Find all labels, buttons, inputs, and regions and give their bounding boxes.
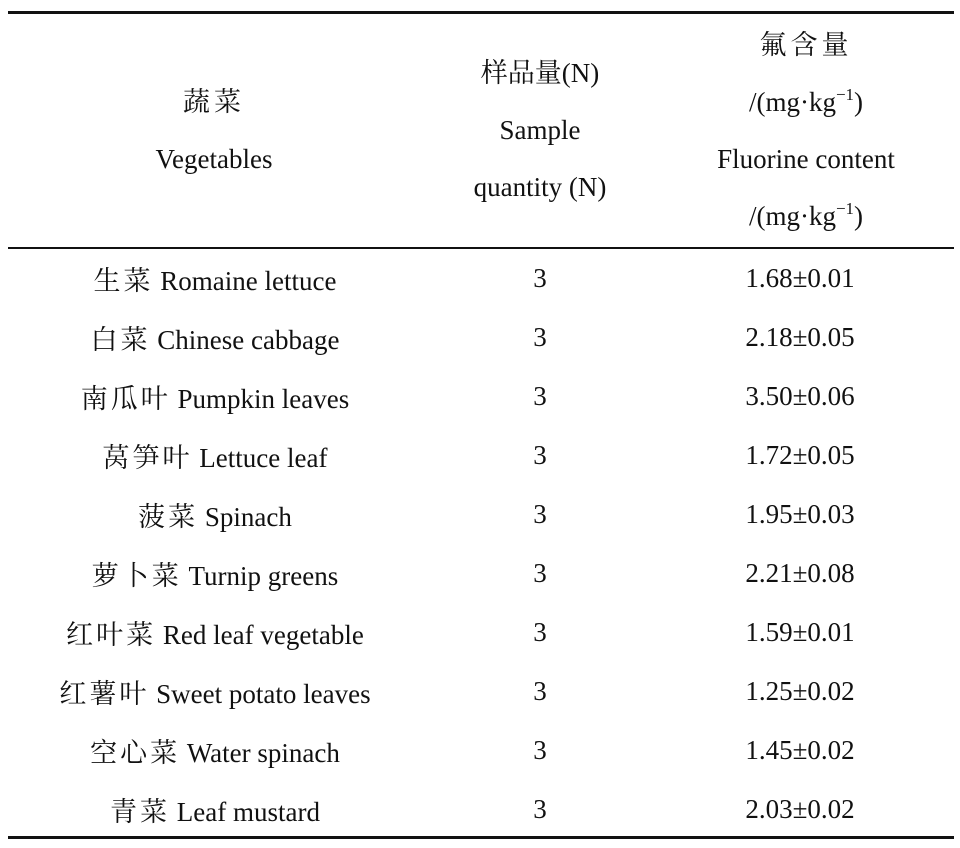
table-row	[0, 721, 960, 780]
table-row	[0, 603, 960, 662]
vegetable-name: 白菜 Chinese cabbage	[90, 325, 340, 356]
header-fluorine-en: Fluorine content	[717, 143, 895, 174]
fluorine-value: 2.21±0.08	[745, 558, 855, 588]
sample-quantity: 3	[533, 322, 547, 352]
fluorine-value: 1.59±0.01	[745, 617, 855, 647]
vegetable-name: 南瓜叶 Pumpkin leaves	[80, 384, 350, 415]
sample-quantity: 3	[533, 558, 547, 588]
fluorine-value: 2.03±0.02	[745, 794, 855, 824]
header-fluorine-unit-cn: $/(mg\cdot kg^{-1})$	[748, 84, 864, 117]
sample-quantity: 3	[533, 440, 547, 470]
vegetable-name: 空心菜 Water spinach	[90, 738, 340, 769]
header-sample-quantity-cn: 样品量(N)	[480, 58, 600, 88]
sample-quantity: 3	[533, 263, 547, 293]
header-vegetables	[24, 14, 404, 247]
table-body	[0, 249, 960, 839]
sample-quantity: 3	[533, 794, 547, 824]
sample-quantity: 3	[533, 499, 547, 529]
vegetable-name: 青菜 Leaf mustard	[110, 797, 320, 828]
header-fluorine-cn: 氟含量	[759, 29, 853, 61]
fluorine-value: 1.45±0.02	[745, 735, 855, 765]
fluorine-value: 3.50±0.06	[745, 381, 855, 411]
table-row	[0, 662, 960, 721]
fluorine-value: 1.25±0.02	[745, 676, 855, 706]
header-sample-quantity-en-1: Sample	[499, 115, 581, 145]
vegetable-name: 红薯叶 Sweet potato leaves	[59, 679, 371, 710]
header-sample-quantity-en-2: quantity (N)	[473, 172, 607, 202]
fluorine-value: 1.68±0.01	[745, 263, 855, 293]
table-row	[0, 249, 960, 308]
table-header	[0, 14, 960, 247]
vegetable-name: 莴笋叶 Lettuce leaf	[102, 443, 328, 474]
fluorine-value: 2.18±0.05	[745, 322, 855, 352]
vegetable-name: 萝卜菜 Turnip greens	[91, 561, 339, 592]
header-sample-quantity	[420, 14, 660, 247]
table-row	[0, 780, 960, 839]
header-vegetables-en: Vegetables	[155, 143, 273, 174]
fluorine-value: 1.72±0.05	[745, 440, 855, 470]
sample-quantity: 3	[533, 676, 547, 706]
vegetable-name: 菠菜 Spinach	[138, 502, 292, 533]
table-row	[0, 367, 960, 426]
table-row	[0, 485, 960, 544]
table-row	[0, 426, 960, 485]
header-fluorine-unit-en: $/(mg\cdot kg^{-1})$	[748, 198, 864, 231]
vegetable-name: 红叶菜 Red leaf vegetable	[66, 620, 364, 651]
sample-quantity: 3	[533, 735, 547, 765]
fluorine-value: 1.95±0.03	[745, 499, 855, 529]
table-row	[0, 544, 960, 603]
vegetable-name: 生菜 Romaine lettuce	[93, 266, 337, 297]
table-bottom-rule	[8, 836, 954, 839]
sample-quantity: 3	[533, 381, 547, 411]
header-vegetables-cn: 蔬菜	[183, 86, 245, 118]
table-row	[0, 308, 960, 367]
header-fluorine-content	[656, 14, 956, 247]
sample-quantity: 3	[533, 617, 547, 647]
